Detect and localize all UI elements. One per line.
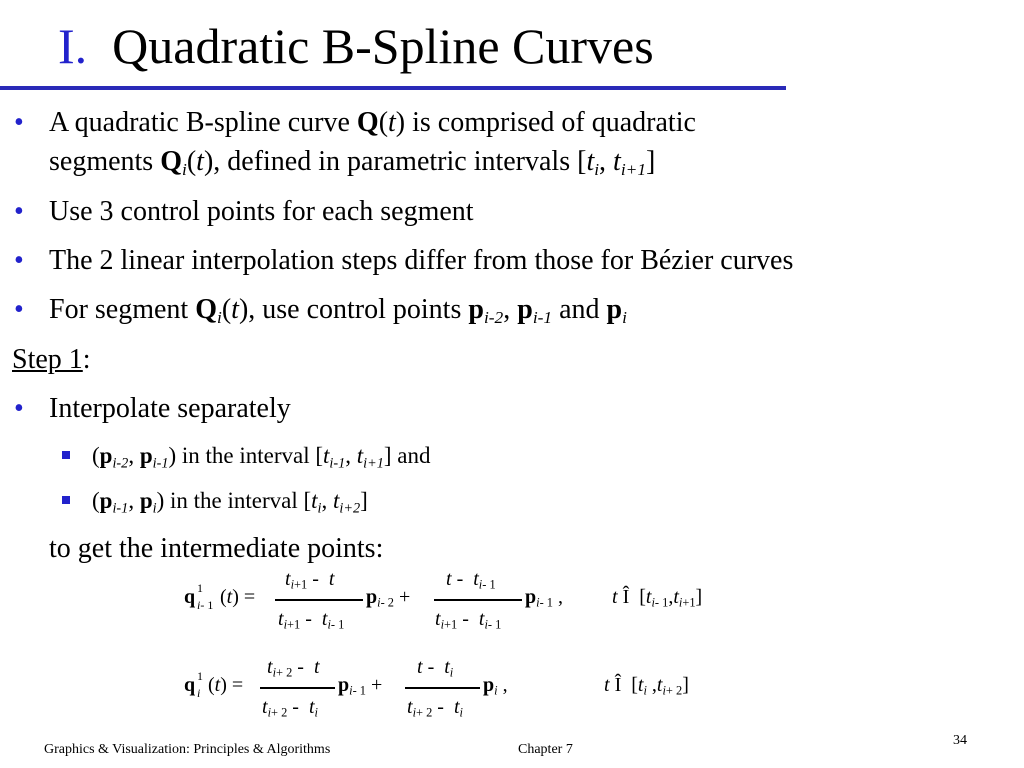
footer-center: Chapter 7 [518,742,573,757]
bullet-1-line-2: segments $Q_i(t)$, defined in parametric intervals [$t_i$, $t_{i+1}$] [49,146,656,180]
title-number: I. [58,18,88,74]
square-bullet-icon [62,451,70,459]
intermediate-text: to get the intermediate points: [49,533,384,564]
page-number: 34 [953,733,967,748]
bullet-1-line-1: • A quadratic B-spline curve Q(t) is comprised of quadratic [14,107,696,138]
bullet-4: • For segment $Q_i(t)$, use control points $p_{i-2}$, $p_{i-1}$ and $p_i$ [14,294,627,328]
square-bullet-icon [62,496,70,504]
equation-2: q 1 i (t) = $t_{i+ 2}$ - t $t_{i+ 2} - t_i$ $p_{i- 1}$ + t - $t_i$ $t_{i+ 2} - t_i$ $p_i$ , t Î [$t_i$ $,t_{i+ 2}$] [184,656,689,720]
equation-1: q 1 i- 1 (t) = $t_{i+1}$ - t $t_{i+1} - t_{i- 1}$ $p_{i- 2}$ + t - $t_{i- 1}$ $t_{i+1} - t_{i- 1}$ $p_{i- 1}$ , t Î $[t_{i- 1},t_{i+1}]$ [184,568,703,632]
sub-bullet-2: ($p_{i-1}$, $p_i$) in the interval [$t_i$, $t_{i+2}$] [62,485,368,524]
slide-title [58,16,654,76]
title-underline [0,86,786,90]
sub-bullet-1: ($p_{i-2}$, $p_{i-1}$) in the interval [$t_{i-1}$, $t_{i+1}$] and [62,440,430,479]
footer-left: Graphics & Visualization: Principles & Algorithms [44,742,331,757]
step-label: Step 1: [12,344,91,375]
bullet-3: • The 2 linear interpolation steps differ from those for Bézier curves [14,245,794,276]
title-text: Quadratic B-Spline Curves [112,18,654,74]
bullet-2: • Use 3 control points for each segment [14,196,474,227]
bullet-interpolate: • Interpolate separately [14,393,291,424]
